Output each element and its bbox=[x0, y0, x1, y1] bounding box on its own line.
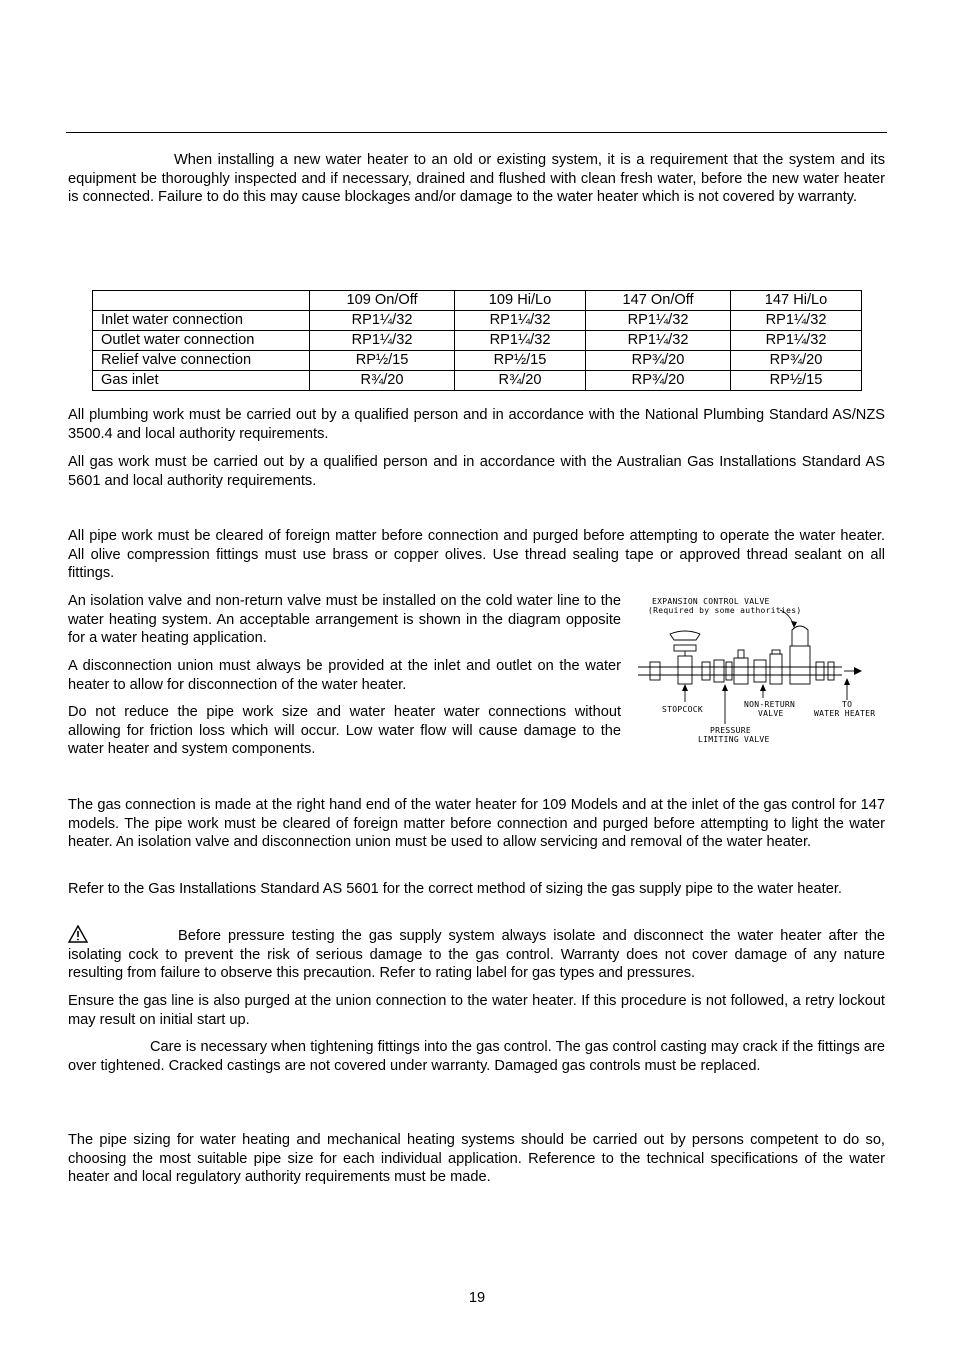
intro-paragraph: When installing a new water heater to an old or existing system, it is a requirement that the system and its equipment be thoroughly inspected and if necessary, drained and flushed with clean fresh water, before the new water heater is connected. Failure to do this may cause blockages and/or damage to the water heater which is not covered by warranty. bbox=[68, 152, 885, 205]
gas-connection-paragraph-3: Ensure the gas line is also purged at the union connection to the water heater. If this procedure is not followed, a retry lockout may result on initial start up. bbox=[68, 993, 885, 1028]
page-number: 19 bbox=[468, 1290, 486, 1306]
table-row bbox=[93, 311, 862, 331]
row-label: Relief valve connection bbox=[93, 351, 310, 371]
table-header-cell bbox=[93, 291, 310, 311]
table-cell: R¾/20 bbox=[455, 371, 586, 391]
pipe-assembly-drawing bbox=[638, 626, 856, 684]
table-cell: RP½/15 bbox=[310, 351, 455, 371]
water-connection-paragraph-3: A disconnection union must always be provided at the inlet and outlet on the water heater to allow for disconnection of the water heater. bbox=[68, 658, 621, 693]
pressure-valve-label-2: LIMITING VALVE bbox=[698, 735, 770, 744]
non-return-label-2: VALVE bbox=[758, 709, 784, 718]
arrow-icon bbox=[682, 684, 688, 691]
table-header-row bbox=[93, 291, 862, 311]
table-row bbox=[93, 351, 862, 371]
gas-connection-paragraph-1: The gas connection is made at the right hand end of the water heater for 109 Models and at the inlet of the gas control for 147 models. The pipe work must be cleared of foreign matter before connection and purged before attempting to light the water heater. An isolation valve and disconnection union must be used to allow servicing and removal of the water heater. bbox=[68, 797, 885, 850]
pipe-sizing-paragraph: The pipe sizing for water heating and mechanical heating systems should be carried out by persons competent to do so, choosing the most suitable pipe size for each individual application. Reference to the technical specifications of the water heater and local regulatory authority requirements must be made. bbox=[68, 1132, 885, 1185]
water-connection-paragraph-1: All pipe work must be cleared of foreign matter before connection and purged before attempting to operate the water heater. All olive compression fittings must use brass or copper olives. Use thread sealing tape or approved thread sealant on all fittings. bbox=[68, 528, 885, 581]
table-cell: RP1¼/32 bbox=[585, 331, 730, 351]
expansion-valve-note: (Required by some authorities) bbox=[648, 606, 802, 615]
table-cell: R¾/20 bbox=[310, 371, 455, 391]
row-label: Outlet water connection bbox=[93, 331, 310, 351]
row-label: Gas inlet bbox=[93, 371, 310, 391]
table-cell: RP1¼/32 bbox=[731, 331, 862, 351]
table-cell: RP½/15 bbox=[455, 351, 586, 371]
table-header-cell: 109 On/Off bbox=[310, 291, 455, 311]
table-cell: RP1¼/32 bbox=[455, 311, 586, 331]
water-connection-paragraph-2: An isolation valve and non-return valve must be installed on the cold water line to the water heating system. An acceptable arrangement is shown in the diagram opposite for a water heating application. bbox=[68, 593, 621, 646]
valve-arrangement-diagram bbox=[630, 590, 886, 746]
plumbing-standard-paragraph: All plumbing work must be carried out by a qualified person and in accordance with the National Plumbing Standard AS/NZS 3500.4 and local authority requirements. bbox=[68, 407, 885, 442]
arrow-icon bbox=[844, 678, 850, 685]
table-header-cell: 147 Hi/Lo bbox=[731, 291, 862, 311]
table-cell: RP½/15 bbox=[731, 371, 862, 391]
header-rule bbox=[66, 132, 887, 133]
stopcock-label: STOPCOCK bbox=[662, 705, 703, 714]
table-cell: RP1¼/32 bbox=[310, 331, 455, 351]
expansion-valve-label: EXPANSION CONTROL VALVE bbox=[652, 597, 770, 606]
gas-note-paragraph: Care is necessary when tightening fittings into the gas control. The gas control casting may crack if the fittings are over tightened. Cracked castings are not covered under warranty. Damaged gas controls must be replaced. bbox=[68, 1039, 885, 1074]
table-cell: RP1¼/32 bbox=[310, 311, 455, 331]
row-label: Inlet water connection bbox=[93, 311, 310, 331]
table-cell: RP1¼/32 bbox=[455, 331, 586, 351]
water-connection-paragraph-4: Do not reduce the pipe work size and water heater water connections without allowing for friction loss which will occur. Low water flow will cause damage to the water heater and system components. bbox=[68, 704, 621, 757]
table-cell: RP¾/20 bbox=[585, 371, 730, 391]
table-cell: RP¾/20 bbox=[731, 351, 862, 371]
table-row bbox=[93, 371, 862, 391]
to-heater-label-1: TO bbox=[842, 700, 853, 709]
table-cell: RP¾/20 bbox=[585, 351, 730, 371]
arrow-icon bbox=[760, 684, 766, 691]
table-cell: RP1¼/32 bbox=[731, 311, 862, 331]
flow-arrow-icon bbox=[854, 667, 862, 675]
gas-warning-paragraph: Before pressure testing the gas supply system always isolate and disconnect the water heater after the isolating cock to prevent the risk of serious damage to the gas control. Warranty does not cover damage of any nature resulting from failure to observe this precaution. Refer to rating label for gas types and pressures. bbox=[68, 928, 885, 981]
gas-connection-paragraph-2: Refer to the Gas Installations Standard AS 5601 for the correct method of sizing the gas supply pipe to the water heater. bbox=[68, 881, 842, 897]
connections-table bbox=[92, 290, 862, 391]
to-heater-label-2: WATER HEATER bbox=[814, 709, 876, 718]
arrow-icon bbox=[722, 684, 728, 691]
table-row bbox=[93, 331, 862, 351]
gas-standard-paragraph: All gas work must be carried out by a qualified person and in accordance with the Australian Gas Installations Standard AS 5601 and local authority requirements. bbox=[68, 454, 885, 489]
non-return-label-1: NON-RETURN bbox=[744, 700, 796, 709]
table-cell: RP1¼/32 bbox=[585, 311, 730, 331]
pressure-valve-label-1: PRESSURE bbox=[710, 726, 751, 735]
table-header-cell: 147 On/Off bbox=[585, 291, 730, 311]
table-header-cell: 109 Hi/Lo bbox=[455, 291, 586, 311]
